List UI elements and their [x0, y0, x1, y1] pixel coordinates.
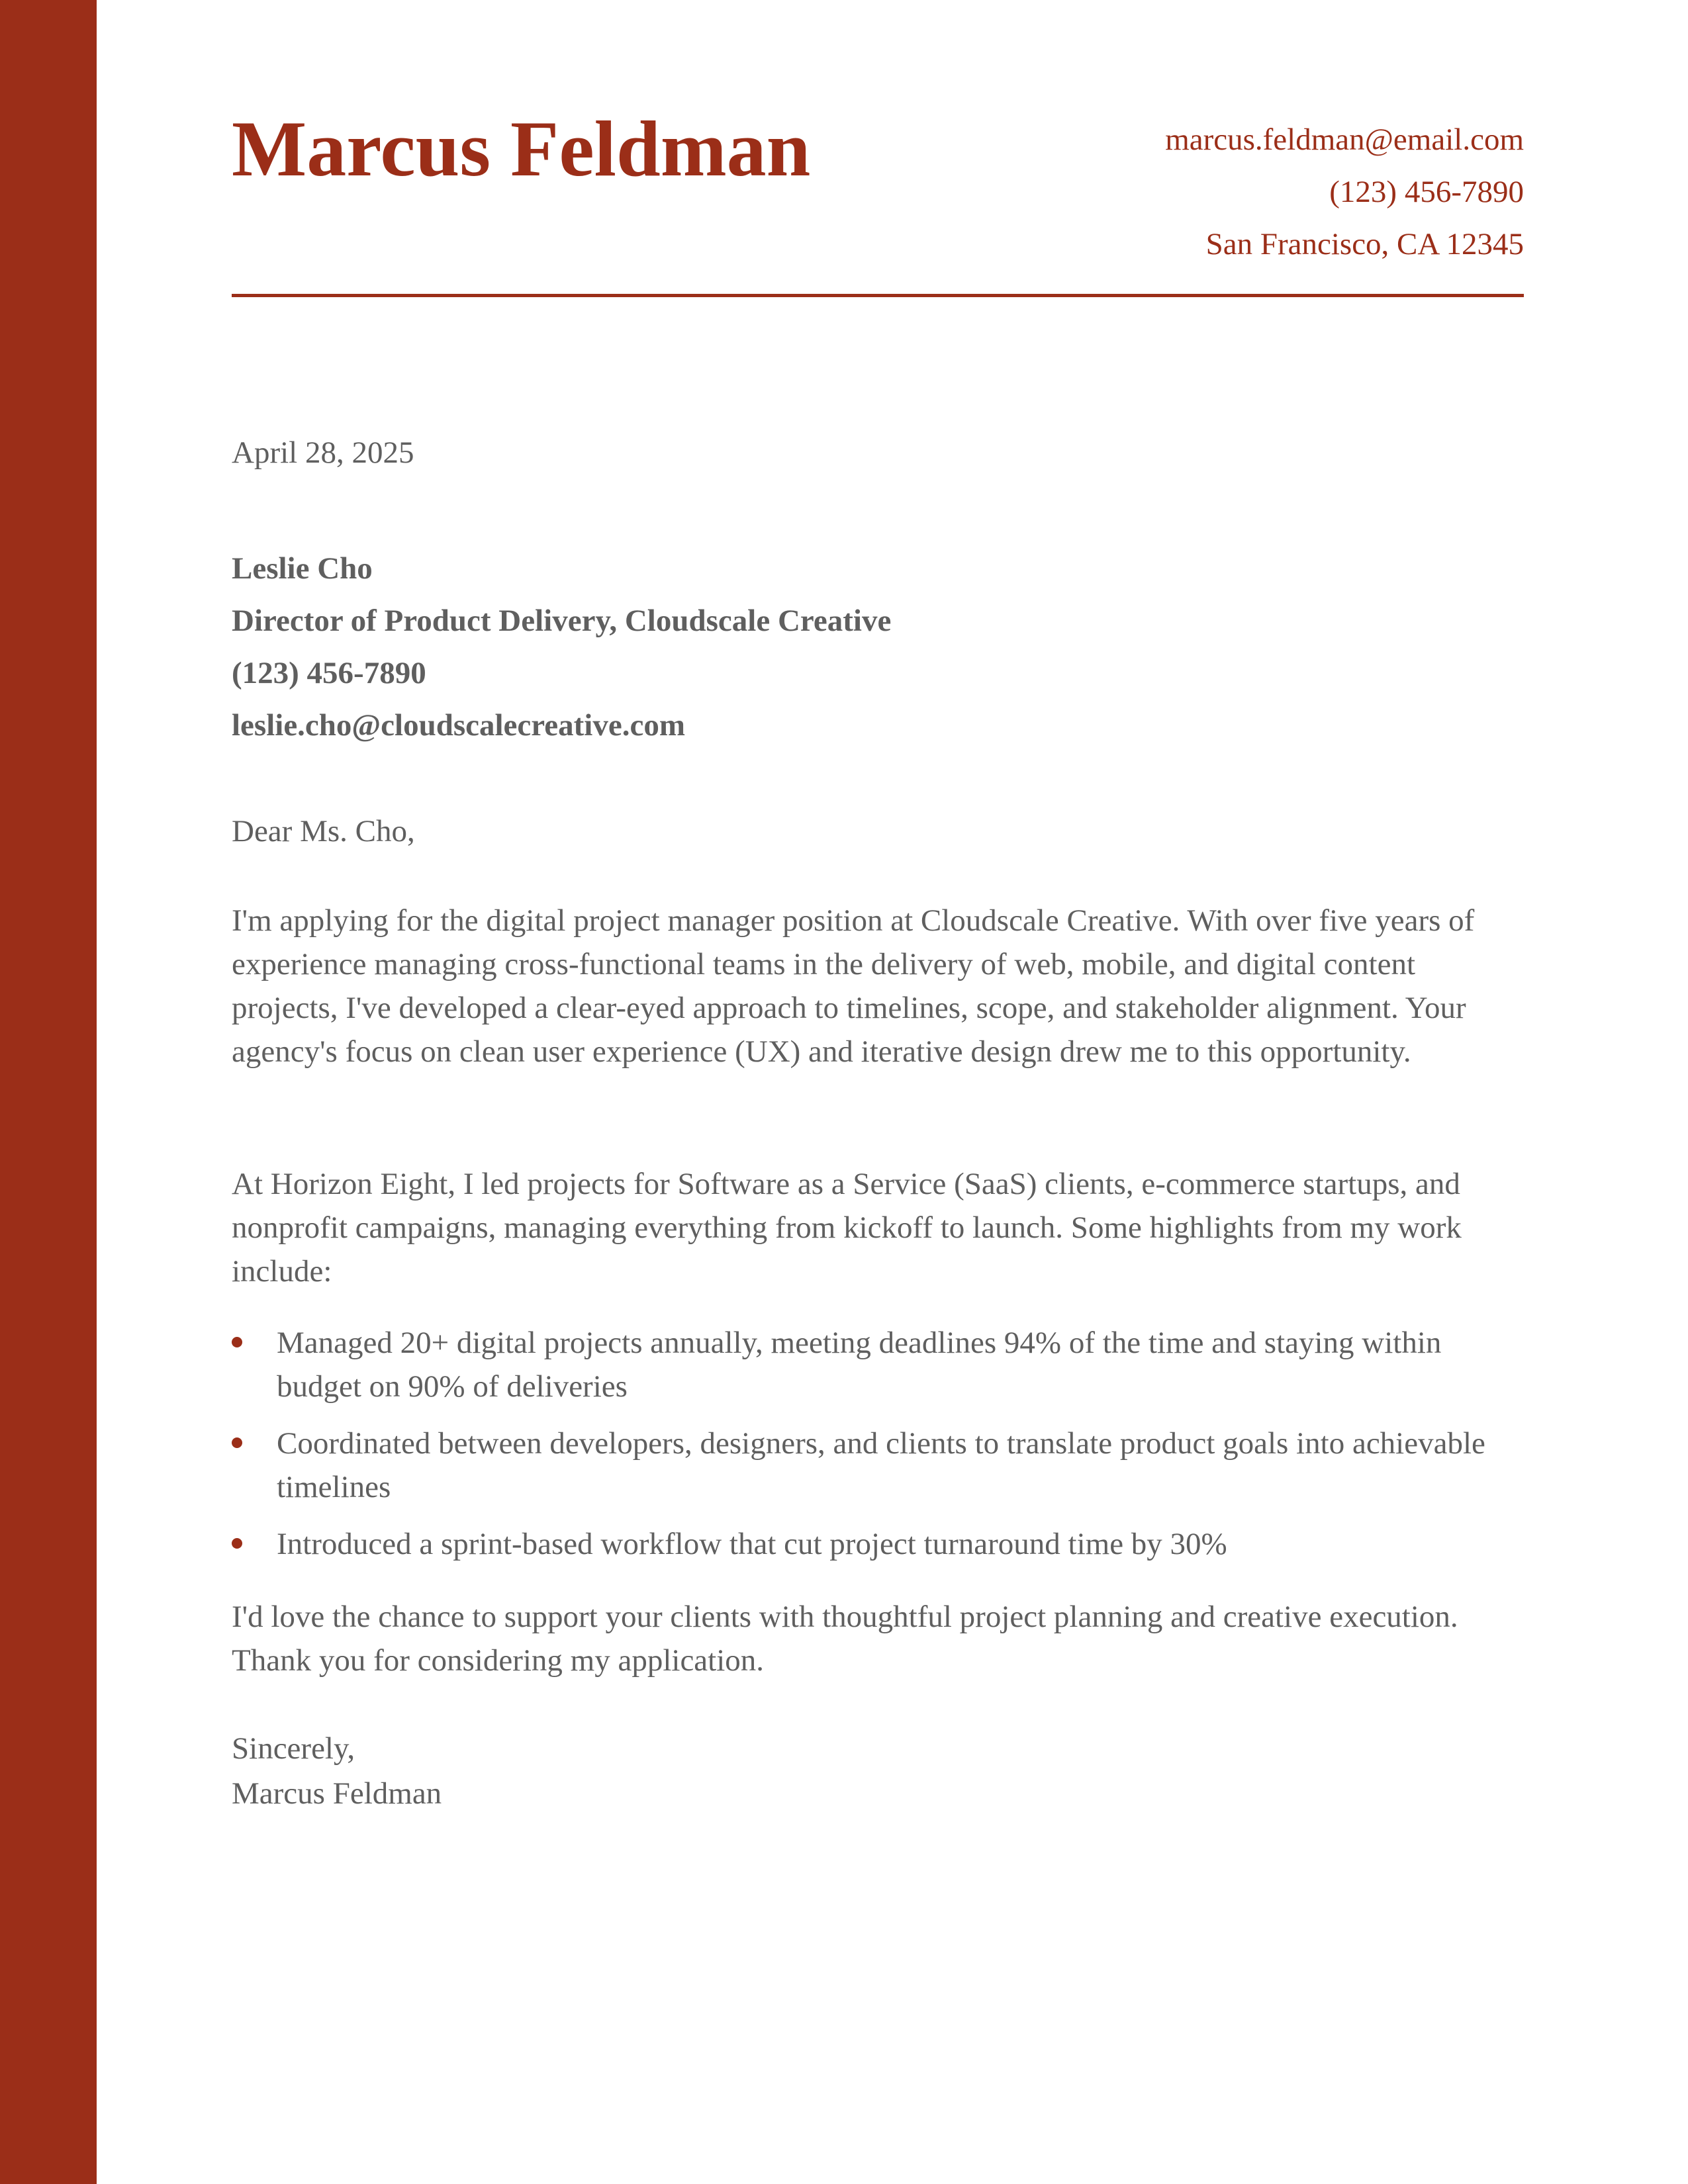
letter-date: April 28, 2025	[232, 435, 414, 470]
sender-phone: (123) 456-7890	[1329, 175, 1524, 209]
recipient-title: Director of Product Delivery, Cloudscale Creative	[232, 604, 892, 638]
highlight-text: Managed 20+ digital projects annually, meeting deadlines 94% of the time and staying within budget on 90% of deliveries	[277, 1326, 1442, 1404]
closing-block	[232, 1726, 442, 1816]
accent-sidebar	[0, 0, 97, 2184]
signature-name: Marcus Feldman	[232, 1776, 442, 1811]
paragraph-experience: At Horizon Eight, I led projects for Software as a Service (SaaS) clients, e-commerce startups, and nonprofit campaigns, managing everything from kickoff to launch. Some highlights from my work include:	[232, 1167, 1462, 1289]
sender-contact	[1165, 114, 1524, 271]
bullet-icon	[232, 1538, 242, 1549]
list-item	[232, 1522, 1524, 1566]
signoff: Sincerely,	[232, 1731, 355, 1766]
recipient-block	[232, 543, 891, 752]
salutation: Dear Ms. Cho,	[232, 814, 415, 848]
highlight-text: Introduced a sprint-based workflow that cut project turnaround time by 30%	[277, 1527, 1227, 1561]
paragraph-intro: I'm applying for the digital project manager position at Cloudscale Creative. With over five years of experience managing cross-functional teams in the delivery of web, mobile, and digital content projects, I've developed a clear-eyed approach to timelines, scope, and stakeholder alignment. Your agency's focus on clean user experience (UX) and iterative design drew me to this opportunity.	[232, 903, 1475, 1069]
recipient-phone: (123) 456-7890	[232, 656, 426, 690]
highlights-list	[232, 1321, 1524, 1579]
header-divider	[232, 294, 1524, 297]
letter-header	[232, 106, 1524, 298]
recipient-name: Leslie Cho	[232, 551, 373, 586]
sender-email[interactable]: marcus.feldman@email.com	[1165, 122, 1524, 157]
list-item	[232, 1422, 1524, 1509]
paragraph-closing: I'd love the chance to support your clients with thoughtful project planning and creative execution. Thank you for considering my application.	[232, 1600, 1458, 1678]
recipient-email[interactable]: leslie.cho@cloudscalecreative.com	[232, 708, 685, 743]
bullet-icon	[232, 1337, 242, 1347]
highlight-text: Coordinated between developers, designers, and clients to translate product goals into achievable timelines	[277, 1426, 1485, 1504]
sender-location: San Francisco, CA 12345	[1205, 227, 1524, 261]
list-item	[232, 1321, 1524, 1408]
sender-name: Marcus Feldman	[232, 105, 811, 193]
bullet-icon	[232, 1437, 242, 1448]
